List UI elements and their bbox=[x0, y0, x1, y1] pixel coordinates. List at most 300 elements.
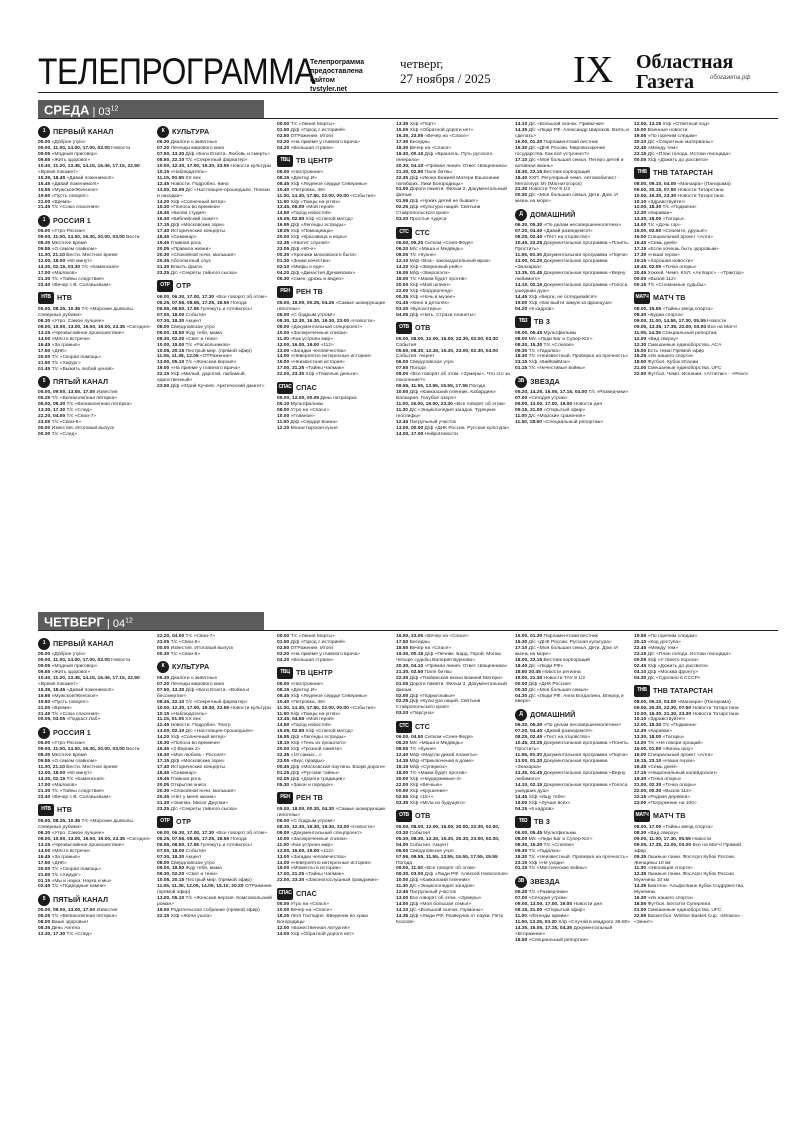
program-listing: 06.55, 08.50, 17.55 Гуляжуть и готовьтесь! bbox=[157, 842, 252, 848]
brand-line: Газета bbox=[636, 71, 694, 93]
program-listing: 18.50 Футбол. Кубок Италии bbox=[634, 360, 699, 366]
program-listing: 21.00 Смешанные единоборства. UFC bbox=[634, 366, 722, 372]
program-listing: 12.45 Новости. Подробно. Театр bbox=[157, 723, 231, 729]
program-listing: 00.05, 03.05 «Подкаст.Лаб» bbox=[38, 717, 101, 723]
program-listing: 11.50, 13.25, 03.20 Х/ф «Случай в квадрате 36-80» bbox=[515, 920, 631, 926]
program-listing: 22.35 «10 самых...» bbox=[277, 753, 322, 759]
program-listing: 01.45 Т/с «Выжить любой ценой» bbox=[38, 366, 114, 372]
program-listing: 09.55 «Жить здорово!» bbox=[38, 157, 91, 163]
program-listing: 08.30, 15.30 Т/с «Слепая» bbox=[515, 842, 575, 848]
channel-logo-icon: 5 bbox=[38, 894, 50, 906]
program-listing: 15.30 «Полоса во времени» bbox=[157, 205, 221, 211]
program-listing: 09.30 Местное время bbox=[38, 241, 87, 247]
program-listing: 05.00, 08.25, 10.35 Т/с «Морские дьяволы. Северные рубежи» bbox=[38, 306, 135, 318]
program-listing: 07.20 Легенды мирового кино bbox=[157, 145, 225, 151]
program-listing: 23.15 Х/ф «Не уходи» bbox=[515, 860, 565, 866]
program-listing: 17.50 «ДНК» bbox=[38, 348, 67, 354]
program-listing: 15.35, 18.45 «Давай поженимся!» bbox=[38, 175, 114, 181]
program-listing: 00.50 Х/ф «Крушение» bbox=[396, 788, 448, 794]
program-listing: 15.35, 18.45 «Давай поженимся!» bbox=[38, 687, 114, 693]
program-listing: 12.00 «Божественная литургия» bbox=[277, 926, 351, 932]
schedule-column bbox=[277, 634, 393, 1125]
program-listing: 06.20 М/с «Маша и Медведь» bbox=[396, 247, 464, 253]
program-listing: 09.00, 11.00, 14.55, 17.30, 05.55 Новости bbox=[634, 318, 727, 324]
program-listing: 08.15 «Доктор И» bbox=[277, 687, 317, 693]
program-listing: 14.10, 02.15 Документальная программа «Голоса ушедших душ» bbox=[515, 282, 628, 294]
program-listing: 09.55, 11.55, 13.55, 15.55, 17.55 Погода bbox=[396, 384, 486, 390]
program-listing: 15.55 «Мужское/Женское» bbox=[38, 187, 99, 193]
program-listing: 13.45, 04.55 «Мой герой» bbox=[277, 717, 335, 723]
program-listing: 06.00 Свердловское утро bbox=[396, 360, 454, 366]
program-listing: 17.30 Беседны bbox=[396, 139, 430, 145]
brand-site: облгазета.рф bbox=[710, 75, 751, 81]
program-listing: 21.00 «Время» bbox=[38, 199, 72, 205]
program-listing: 19.50 «Пусть говорят» bbox=[38, 699, 89, 705]
program-listing: 08.00, 09.10, 04.00 «Манзара» (Панорама) bbox=[634, 699, 731, 705]
program-listing: 14.00 «Место встречи» bbox=[38, 336, 91, 342]
program-listing: 16.25 «Их нашего спорта» bbox=[634, 354, 694, 360]
program-listing: 07.20 Легенды мирового кино bbox=[157, 681, 225, 687]
channel-header bbox=[277, 667, 393, 680]
channel-name: ЗВЕЗДА bbox=[530, 876, 560, 886]
channel-header bbox=[634, 167, 750, 180]
channel-logo-icon: Д bbox=[515, 709, 527, 721]
channel-header bbox=[38, 214, 154, 227]
program-listing: 10.00 «Главное» bbox=[277, 414, 315, 420]
channel-name: СТС bbox=[415, 227, 430, 237]
program-listing: 10.00 Д/ф «Кавказский пленник. Кабардино-Балкария. Голубое озеро» bbox=[396, 390, 497, 402]
program-listing: 16.30, 23.05 «Вечер на «Спасе» bbox=[396, 133, 469, 139]
program-listing: 06.30 «Утро. Самое лучшее» bbox=[38, 318, 105, 324]
program-listing: 08.00 М/с «Леди Баг и Супер-Кот» bbox=[515, 836, 593, 842]
program-listing: 16.15, 23.10 «Наши герои» bbox=[634, 759, 695, 765]
schedule-column bbox=[157, 634, 273, 1125]
schedule-column bbox=[157, 122, 273, 622]
program-listing: 08.00, 16.55 «Тайны звезд спорта» bbox=[634, 306, 713, 312]
program-listing: 01.45 «Кино в деталях» bbox=[396, 300, 450, 306]
channel-logo-icon: РЕН bbox=[277, 286, 293, 298]
program-listing: 10.00, 16.30, 23.30 Новости Татарстана bbox=[634, 193, 724, 199]
program-listing: 20.00 Х/ф «Неудержимые-4» bbox=[396, 777, 462, 783]
page-title: ТЕЛЕПРОГРАММА bbox=[38, 51, 316, 92]
program-listing: 21.50 Т/с «Хирург» bbox=[38, 872, 81, 878]
program-listing: 22.15 Х/ф «Жена ушла» bbox=[157, 914, 212, 920]
program-listing: 05.00, 08.00, 12.00, 15.00, 20.00, 22.30, 02.00, 03.30 События bbox=[396, 824, 500, 836]
program-listing: 13.00, 05.10 Т/с «Женская версия. Комсомольский роман» bbox=[157, 896, 272, 908]
program-listing: 10.00 «Засекреченные списки» bbox=[277, 330, 348, 336]
program-listing: 11.50 Х/ф «Танцы на углях» bbox=[277, 199, 341, 205]
program-listing: 01.15 Т/с «Мистические войны» bbox=[515, 866, 588, 872]
source-line: Телепрограмма bbox=[310, 59, 365, 66]
program-listing: 04.20 «6 кадров» bbox=[515, 306, 554, 312]
program-listing: 01.05 Дороги памяти. Фильм 3. Документальный фильм bbox=[396, 681, 507, 693]
schedule-column bbox=[38, 634, 154, 1125]
program-listing: 14.00 Д/ф «Моя большая семья» bbox=[396, 902, 472, 908]
channel-logo-icon: ТВ3 bbox=[515, 316, 531, 328]
channel-logo-icon: СТС bbox=[396, 721, 412, 733]
channel-logo-icon: ОТР bbox=[157, 816, 173, 828]
program-listing: 05.00 «Доброе утро» bbox=[38, 652, 86, 657]
channel-name: ТВ ЦЕНТР bbox=[296, 156, 333, 166]
channel-name: ПЕРВЫЙ КАНАЛ bbox=[53, 638, 114, 648]
channel-header bbox=[157, 280, 273, 293]
program-listing: 12.00, 18.30 Т/с «Подмена» bbox=[634, 205, 697, 211]
program-listing: 09.00, 18.50 Жду тебя, мама bbox=[157, 866, 222, 872]
program-listing: 17.40 Исторические концерты bbox=[157, 765, 226, 771]
program-listing: 23.05 Д/ф «90-е» bbox=[277, 247, 316, 253]
program-listing: 10.40 «Петровка, 38» bbox=[277, 187, 326, 193]
program-listing: 18.45 «Семинар» bbox=[157, 235, 197, 241]
program-listing: 23.05 «Вкус правды» bbox=[277, 759, 325, 765]
program-listing: 16.30 «Моя любовь - Россия!» bbox=[157, 753, 226, 759]
program-listing: 00.30 Т/с «След» bbox=[38, 432, 78, 438]
program-listing: 11.30, 14.30, 17.50, 22.00, 00.00 «События» bbox=[277, 193, 376, 199]
program-listing: 03.20 «Парсуна» bbox=[396, 711, 435, 717]
channel-header bbox=[277, 381, 393, 394]
program-listing: 19.00, 21.30 Новости ТАУ 9 1/2 bbox=[515, 675, 586, 681]
program-listing: 14.45 Х/ф «Ищу тебя» bbox=[515, 794, 566, 800]
program-listing: 23.15 Х/ф «БайКайМэн» bbox=[515, 360, 571, 366]
program-listing: 04.20 Д/ф «Династия Дунаевских» bbox=[277, 270, 356, 276]
program-listing: 17.00 «Малахов» bbox=[38, 271, 78, 277]
program-listing: 18.30 Вечер на «Спасе» bbox=[396, 145, 452, 151]
program-listing: 14.00 «Невероятно интересные истории» bbox=[277, 354, 372, 360]
channel-header bbox=[38, 637, 154, 650]
program-listing: 17.15 «Национальный калейдоскоп» bbox=[634, 771, 718, 777]
program-listing: 13.35, 01.45 Документальная программа «Верну любимого» bbox=[515, 771, 626, 783]
channel-logo-icon: К bbox=[157, 126, 169, 138]
program-listing: 05.00, 09.00, 13.00, 17.00 Известия bbox=[38, 908, 118, 914]
program-listing: 19.30, 00.15 Д/ф «Печник. Бард. Герой. Монах. Четыре судьбы Валерия Бурнова» bbox=[396, 651, 503, 663]
program-listing: 08.50, 22.10 Т/с «Секретный фарватер» bbox=[157, 157, 248, 163]
program-listing: 11.55, 00.30 Документальная программа «Порча» bbox=[515, 753, 629, 759]
program-listing: 13.00, 05.10 Т/с «Женская версия» bbox=[157, 360, 237, 366]
program-listing: 01.15 «Мы и наука. Наука и мы» bbox=[38, 878, 112, 884]
program-listing: 18.00 Т/с «Мама будет против» bbox=[396, 276, 468, 282]
day-name: СРЕДА bbox=[44, 102, 90, 118]
program-listing: 23.25 Д/с «Секреты тайного сыска» bbox=[157, 806, 238, 812]
program-listing: 08.25, 02.40 «Тест на отцовство» bbox=[515, 235, 591, 241]
program-listing: 08.00, 17.00 «Тайны звезд спорта» bbox=[634, 824, 713, 830]
program-listing: 08.45 Х/ф «Ледяное сердце Северины» bbox=[277, 181, 368, 187]
program-listing: 09.00, 11.00, 14.00, 16.30, 20.00, 03.00 Вести bbox=[38, 747, 140, 753]
program-listing: 22.20, 04.00 Т/с «Свои-7» bbox=[38, 414, 97, 420]
program-listing: 16.55 Д/ф «Легенды эстрады» bbox=[277, 735, 346, 741]
program-listing: 09.00, 18.50 Жду тебя, мама bbox=[157, 330, 222, 336]
program-listing: 22.00 Х/ф «Вечные» bbox=[396, 782, 443, 788]
channel-header bbox=[38, 375, 154, 388]
program-listing: 13.00, 00.00 Д/ф «ДНК России. Русская культура» bbox=[396, 425, 510, 431]
program-listing: 14.20 Х/ф «Зверинный рейс» bbox=[396, 265, 463, 271]
program-listing: 21.50 Т/с «Хирург» bbox=[38, 360, 81, 366]
program-listing: 03.20 «На приеме у главного врача» bbox=[277, 651, 360, 657]
weekday: четверг, bbox=[400, 56, 444, 71]
channel-logo-icon: 5 bbox=[38, 376, 50, 388]
program-listing: 21.30 Т/с «Тайны следствия» bbox=[38, 277, 105, 283]
program-listing: 12.30 «Караван» bbox=[634, 211, 673, 217]
program-listing: 07.00, 18.00 События bbox=[157, 312, 206, 318]
channel-logo-icon: ОТВ bbox=[396, 322, 412, 334]
page-number: IX bbox=[573, 49, 614, 91]
schedule-column bbox=[634, 122, 750, 622]
program-listing: 09.30 Т/с «Гадалка» bbox=[515, 848, 561, 854]
program-listing: 22.35 Д/ф «Тихвинская икона Божией Матери» bbox=[396, 675, 503, 681]
channel-header bbox=[515, 316, 631, 329]
channel-header bbox=[396, 322, 512, 335]
channel-name: МАТЧ ТВ bbox=[653, 811, 686, 821]
program-listing: 17.00 «Малахов» bbox=[38, 783, 78, 789]
program-listing: 11.50 Х/ф «Танцы на углях» bbox=[277, 711, 341, 717]
program-listing: 09.00, 11.00, 14.00, 17.00, 03.00 Новости bbox=[38, 145, 131, 151]
program-listing: 21.30 Т/с «Тайны следствия» bbox=[38, 789, 105, 795]
day-header bbox=[38, 612, 264, 630]
program-listing: 21.00, 02.30 «Точка опоры» bbox=[634, 782, 697, 788]
program-listing: 15.00 «Моменты в истории» bbox=[277, 866, 342, 872]
channel-header bbox=[515, 208, 631, 221]
channel-name: КУЛЬТУРА bbox=[172, 662, 210, 672]
masthead bbox=[38, 49, 778, 93]
program-listing: 12.00, 13.25 Х/ф «Ответный ход» bbox=[634, 122, 710, 127]
program-listing: 16.30 Д/с «ДНК России. Мировоззрение государства. Как всё устроено?» bbox=[515, 145, 606, 157]
program-listing: 00.30 «Хроники московского быта» bbox=[277, 253, 357, 259]
program-listing: 17.15 Д/ф «Московские зори» bbox=[157, 223, 225, 229]
program-listing: 20.30, 04.10 «Прямая линия. Ответ священника» bbox=[396, 163, 508, 169]
program-listing: 10.00, 16.30, 21.30, 23.30 Новости Татарстана bbox=[634, 711, 739, 717]
program-listing: 18.10 Х/ф «Тень из прошлого» bbox=[277, 741, 347, 747]
channel-name: ДОМАШНИЙ bbox=[530, 709, 576, 719]
schedule-column bbox=[277, 122, 393, 622]
program-listing: 20.05 «Правила жизни» bbox=[157, 247, 211, 253]
program-listing: 19.45 Главная роль bbox=[157, 241, 202, 247]
day-header bbox=[38, 100, 264, 118]
program-listing: 09.05 «Модный приговор» bbox=[38, 151, 98, 157]
schedule-column bbox=[396, 634, 512, 1125]
program-listing: 11.00 «Легенды армии» bbox=[515, 914, 569, 920]
channel-logo-icon: 1 bbox=[38, 727, 50, 739]
channel-logo-icon: ТВЦ bbox=[277, 155, 293, 167]
program-listing: 09.00 «Документальный спецпроект» bbox=[277, 830, 362, 836]
program-listing: 15.05, 02.50 Х/ф «Слепой метод» bbox=[277, 729, 354, 735]
program-listing: 17.00, 21.25 «Тайны Чапман» bbox=[277, 366, 345, 372]
program-listing: 19.00 «На приеме у главного врача» bbox=[157, 366, 240, 372]
program-listing: 21.30 Новости ТАУ 9 1/2 bbox=[515, 187, 571, 193]
channel-name: ДОМАШНИЙ bbox=[530, 209, 576, 219]
program-listing: 16.00 Специальный проект «Алга» bbox=[634, 753, 714, 759]
channel-name: РОССИЯ 1 bbox=[53, 215, 91, 225]
program-listing: 18.50 «Специальный репортаж» bbox=[515, 938, 589, 944]
program-listing: 08.00 Утро на «Спасе» bbox=[277, 408, 330, 414]
divider bbox=[38, 118, 778, 119]
program-listing: 09.55 «О самом главном» bbox=[38, 759, 97, 765]
program-listing: 05.25 Т/с «Великолепная пятерка» bbox=[38, 914, 117, 920]
program-listing: 04.15 «6 кадров» bbox=[515, 806, 554, 812]
day-date: | $03^{12}$ bbox=[89, 105, 119, 118]
program-listing: 08.00, 10.00, 13.00, 16.00, 19.00, 23.35 «Сегодня» bbox=[38, 324, 151, 330]
program-listing: 21.30, 02.50 Пале битвы bbox=[396, 669, 452, 675]
program-listing: 10.15 «Наблюдатель» bbox=[157, 169, 207, 175]
program-listing: 08.05 Т/с «Кухня» bbox=[396, 253, 437, 259]
channel-logo-icon: 1 bbox=[38, 638, 50, 650]
program-listing: 01.25 Д/ф «Русские тайны» bbox=[277, 771, 340, 777]
channel-logo-icon: ТВЦ bbox=[277, 667, 293, 679]
program-listing: 10.05, 20.15 Пестрый мир. (прямой эфир) bbox=[157, 878, 252, 884]
source-line: tvstyler.net bbox=[310, 86, 347, 93]
program-listing: 06.00 «С бодрым утром!» bbox=[277, 818, 336, 824]
program-listing: 21.45 Т/с «Союз спасения» bbox=[38, 205, 100, 211]
program-listing: 16.30 «Их нашего спорта» bbox=[634, 896, 694, 902]
program-listing: 01.00 Дороги памяти. Фильм 2. Документальный фильм bbox=[396, 187, 507, 199]
program-listing: 10.00 «Засекреченные списки» bbox=[277, 836, 348, 842]
schedule-column bbox=[396, 122, 512, 622]
program-listing: 18.30, 23.15 Вестник корпораций bbox=[515, 169, 590, 175]
program-listing: 00.00 «Вызов 112» bbox=[634, 276, 677, 282]
day-month: 12 bbox=[110, 105, 119, 112]
program-listing: 01.30 «Знаки качества» bbox=[277, 259, 331, 265]
channel-header bbox=[38, 804, 154, 817]
program-listing: 18.50 20.45 Новости региона bbox=[515, 669, 581, 675]
source-line: сайтом bbox=[310, 77, 335, 84]
program-listing: 15.55 «Мужское/Женское» bbox=[38, 693, 99, 699]
channel-header bbox=[157, 125, 273, 138]
program-listing: 07.55 Погода bbox=[396, 366, 426, 372]
program-listing: 11.30, 14.30, 17.50, 22.00, 00.00 «События» bbox=[277, 705, 376, 711]
program-listing: 11.05, 11.35, 12.05, 14.05, 15.10, 20.20 ОТРажение (прямой эфир) bbox=[157, 884, 272, 896]
program-listing: 22.15 Х/ф «Милый, дорогой, любимый, единственный» bbox=[157, 372, 246, 384]
program-listing: 08.25, 02.45 «Тест на отцовство» bbox=[515, 735, 591, 741]
program-listing: 08.45 Х/ф «Ледяное сердце Северины» bbox=[277, 693, 368, 699]
program-listing: 14.35 М/ф «Приключения в доме» bbox=[396, 759, 474, 765]
program-listing: 18.55 Футбол. Бетсити Суперлига bbox=[634, 902, 711, 908]
program-listing: 06.30 Диалоги о животных bbox=[157, 675, 218, 681]
schedule-column bbox=[38, 122, 154, 622]
program-listing: 08.00 Свердловское утро bbox=[157, 324, 215, 330]
channel-name: РЕН ТВ bbox=[296, 793, 323, 803]
program-listing: 13.30, 17.30 Т/с «След» bbox=[38, 408, 93, 414]
program-listing: 20.30, 04.10 «Прямая линия. Ответ священника» bbox=[396, 663, 508, 669]
program-listing: 04.20 «Большая страна» bbox=[277, 657, 334, 663]
channel-name: НТВ bbox=[57, 293, 73, 303]
program-listing: 09.15, 21.00 «Открытый эфир» bbox=[515, 408, 586, 414]
program-listing: 05.00, 12.00, 00.05 День патриарха bbox=[277, 396, 357, 402]
channel-name: ОТВ bbox=[415, 811, 431, 821]
program-listing: 22.35 «Хватит слухов!» bbox=[277, 241, 330, 247]
channel-name: СПАС bbox=[296, 888, 317, 898]
program-listing: 03.20 «На приеме у главного врача» bbox=[277, 139, 360, 145]
program-listing: 15.45 «Давай поженимся!» bbox=[38, 181, 99, 187]
program-listing: 18.40 Д/с «Люди РФ» bbox=[515, 663, 564, 669]
program-listing: 19.45, 02.05 «Точка опоры» bbox=[634, 265, 697, 271]
program-listing: 21.30, 02.50 Пале битвы bbox=[396, 169, 452, 175]
channel-name: ОТР bbox=[176, 281, 192, 291]
program-listing: 10.40, 11.20, 13.45, 14.15, 16.45, 17.15, 22.50 «Время покажет» bbox=[38, 163, 140, 175]
channel-header bbox=[515, 875, 631, 888]
program-listing: 06.00, 06.30, 17.00, 17.30 «Все говорят об этом» bbox=[157, 830, 267, 836]
program-listing: 09.00, 11.00, 14.00, 16.30, 20.00, 03.00 Вести bbox=[38, 235, 140, 241]
program-listing: 07.50, 13.30 Д/ф «Боги Египта. Любовь и смерть» bbox=[157, 151, 270, 157]
program-listing: 03.20 Простые чудеса bbox=[396, 217, 447, 223]
program-listing: 06.00 Свердловское утро bbox=[396, 848, 454, 854]
program-listing: 09.35 Лыжные гонки. ФосАгро Кубок России. Женщины 10 км bbox=[634, 854, 736, 866]
channel-header bbox=[277, 792, 393, 805]
program-listing: 09.05, 13.35, 17.35, 22.00, 03.00 Все на Матч! bbox=[634, 324, 737, 330]
program-listing: 17.50 Беседны bbox=[396, 639, 430, 645]
channel-logo-icon: ТНВ bbox=[634, 167, 650, 179]
program-listing: 14.30, 02.15 Т/с «Каменская» bbox=[38, 777, 105, 783]
program-listing: 21.45 Т/с «Союз спасения» bbox=[38, 711, 100, 717]
program-listing: 19.15 «Хорошая новости» bbox=[634, 259, 694, 265]
program-listing: 02.50 ОТРажение. Итоги bbox=[277, 133, 334, 139]
program-listing: 15.30 «Полоса во времени» bbox=[157, 741, 221, 747]
channel-name: МАТЧ ТВ bbox=[653, 293, 686, 303]
program-listing: 06.00 «Настроение» bbox=[277, 681, 324, 687]
program-listing: 02.45 Т/с «Подводные камни» bbox=[38, 884, 107, 890]
program-listing: 07.30, 18.30 Акцент bbox=[157, 318, 202, 324]
program-listing: 19.00 Х/ф «Как выйти замуж за француза» bbox=[515, 300, 613, 306]
program-listing: 18.00 Т/с «Мама будет против» bbox=[396, 771, 468, 777]
program-listing: 19.00 Х/ф «Лучше всех» bbox=[515, 800, 571, 806]
channel-logo-icon: ЗВ bbox=[515, 876, 527, 888]
program-listing: 10.10 «Здравствуйте!» bbox=[634, 199, 686, 205]
program-listing: 15.45 «2 Верник 2» bbox=[157, 747, 201, 753]
schedule-column bbox=[515, 634, 631, 1125]
newspaper-page bbox=[38, 0, 778, 1125]
program-listing: 11.30, 21.10 Вести. Местное время bbox=[38, 253, 118, 259]
program-listing: 02.45 Х/ф «Дожить до рассвета» bbox=[634, 663, 709, 669]
program-listing: 19.45 Главная роль bbox=[157, 777, 202, 783]
program-listing: 14.35 Биатлон. Альфа-Банк Кубок Содружества. Мужчины bbox=[634, 884, 745, 896]
channel-logo-icon: ТНВ bbox=[634, 685, 650, 697]
program-listing: 06.55, 08.50, 17.55 Гуляжуть и готовьтесь! bbox=[157, 306, 252, 312]
channel-header bbox=[634, 810, 750, 823]
program-listing: 12.30 Смешанные единоборства. ACA bbox=[634, 342, 722, 348]
program-listing: 12.00, 16.00, 19.00 «112» bbox=[277, 342, 334, 348]
program-listing: 16.00 Специальный проект «Алга» bbox=[634, 235, 714, 241]
program-listing: 04.20 «Большая страна» bbox=[277, 145, 334, 151]
program-listing: 00.30 Т/с «Свои-6» bbox=[157, 651, 201, 657]
program-listing: 18.40 ХХП. Регулярный чемп. Автомобилист - Металлург Мг (Магнитогорск) bbox=[515, 175, 620, 187]
program-listing: 16.00, 01.30 Парламентский вестник bbox=[515, 634, 598, 639]
channel-header bbox=[38, 726, 154, 739]
program-listing: 05.30 «Закон и порядок» bbox=[277, 782, 334, 788]
program-listing: 00.05 Х/ф «Дожить до рассвета» bbox=[634, 157, 709, 163]
channel-logo-icon: 1 bbox=[38, 126, 50, 138]
channel-header bbox=[396, 226, 512, 239]
program-listing: 21.00 «Время» bbox=[38, 705, 72, 711]
program-listing: 15.00, 01.50 «Жизнь шоу» bbox=[634, 747, 694, 753]
program-listing: 13.35 Х/ф «Порт» bbox=[396, 122, 437, 127]
channel-logo-icon: К bbox=[157, 661, 169, 673]
channel-logo-icon: МАТЧ bbox=[634, 292, 650, 304]
program-listing: 19.55 «По горячим следам» bbox=[634, 133, 698, 139]
channel-header bbox=[515, 816, 631, 829]
source-note bbox=[310, 58, 380, 94]
program-listing: 00.15 Т/с «Сломанные судьбы» bbox=[634, 282, 706, 288]
schedule-column bbox=[515, 122, 631, 622]
channel-logo-icon: ЗВ bbox=[515, 376, 527, 388]
program-listing: 09.30 Местное время bbox=[38, 753, 87, 759]
program-listing: 22.45 «Между тем» bbox=[634, 645, 679, 651]
program-listing: 13.00 «Загадки человечества» bbox=[277, 854, 347, 860]
program-listing: 00.00 Т/с «Линия Марты» bbox=[277, 122, 335, 127]
program-listing: 18.50 Вечер на «Спасе» bbox=[396, 645, 452, 651]
program-listing: 19.30, 00.15 Д/ф «Врангель. Путь русского генерала» bbox=[396, 151, 493, 163]
divider bbox=[38, 92, 778, 93]
program-listing: 09.30, 02.20 «Свет и тени» bbox=[157, 872, 218, 878]
program-listing: 06.30 Диалоги о животных bbox=[157, 140, 218, 145]
channel-logo-icon: МАТЧ bbox=[634, 810, 650, 822]
program-listing: 02.05 Д/ф «Дороги традиции» bbox=[277, 777, 346, 783]
program-listing: 11.50, 18.50 «Специальный репортаж» bbox=[515, 420, 604, 426]
